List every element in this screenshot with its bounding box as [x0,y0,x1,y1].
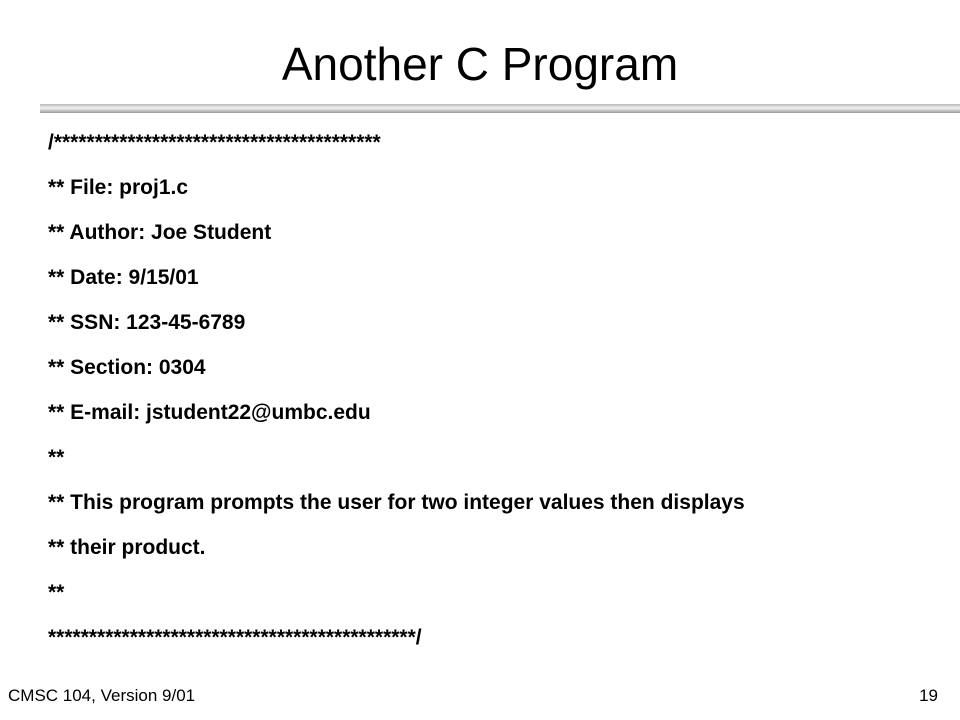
slide-title: Another C Program [281,38,679,90]
code-line: ** [48,581,65,604]
code-line: *********************************************/ [48,626,422,649]
code-line: ** This program prompts the user for two integer values then displays [48,491,745,514]
code-line: ** E-mail: jstudent22@umbc.edu [48,401,371,424]
code-line: ** File: proj1.c [48,176,189,199]
code-line: /**************************************** [48,131,381,154]
code-line: ** [48,446,65,469]
code-line: ** Section: 0304 [48,356,206,379]
footer-page-number: 19 [919,686,938,705]
code-line: ** Date: 9/15/01 [48,266,199,289]
title-divider [40,104,960,113]
code-comment-block [48,120,948,660]
code-line: ** Author: Joe Student [48,221,272,244]
footer-course-label: CMSC 104, Version 9/01 [8,686,196,705]
code-line: ** SSN: 123-45-6789 [48,311,246,334]
code-line: ** their product. [48,536,206,559]
